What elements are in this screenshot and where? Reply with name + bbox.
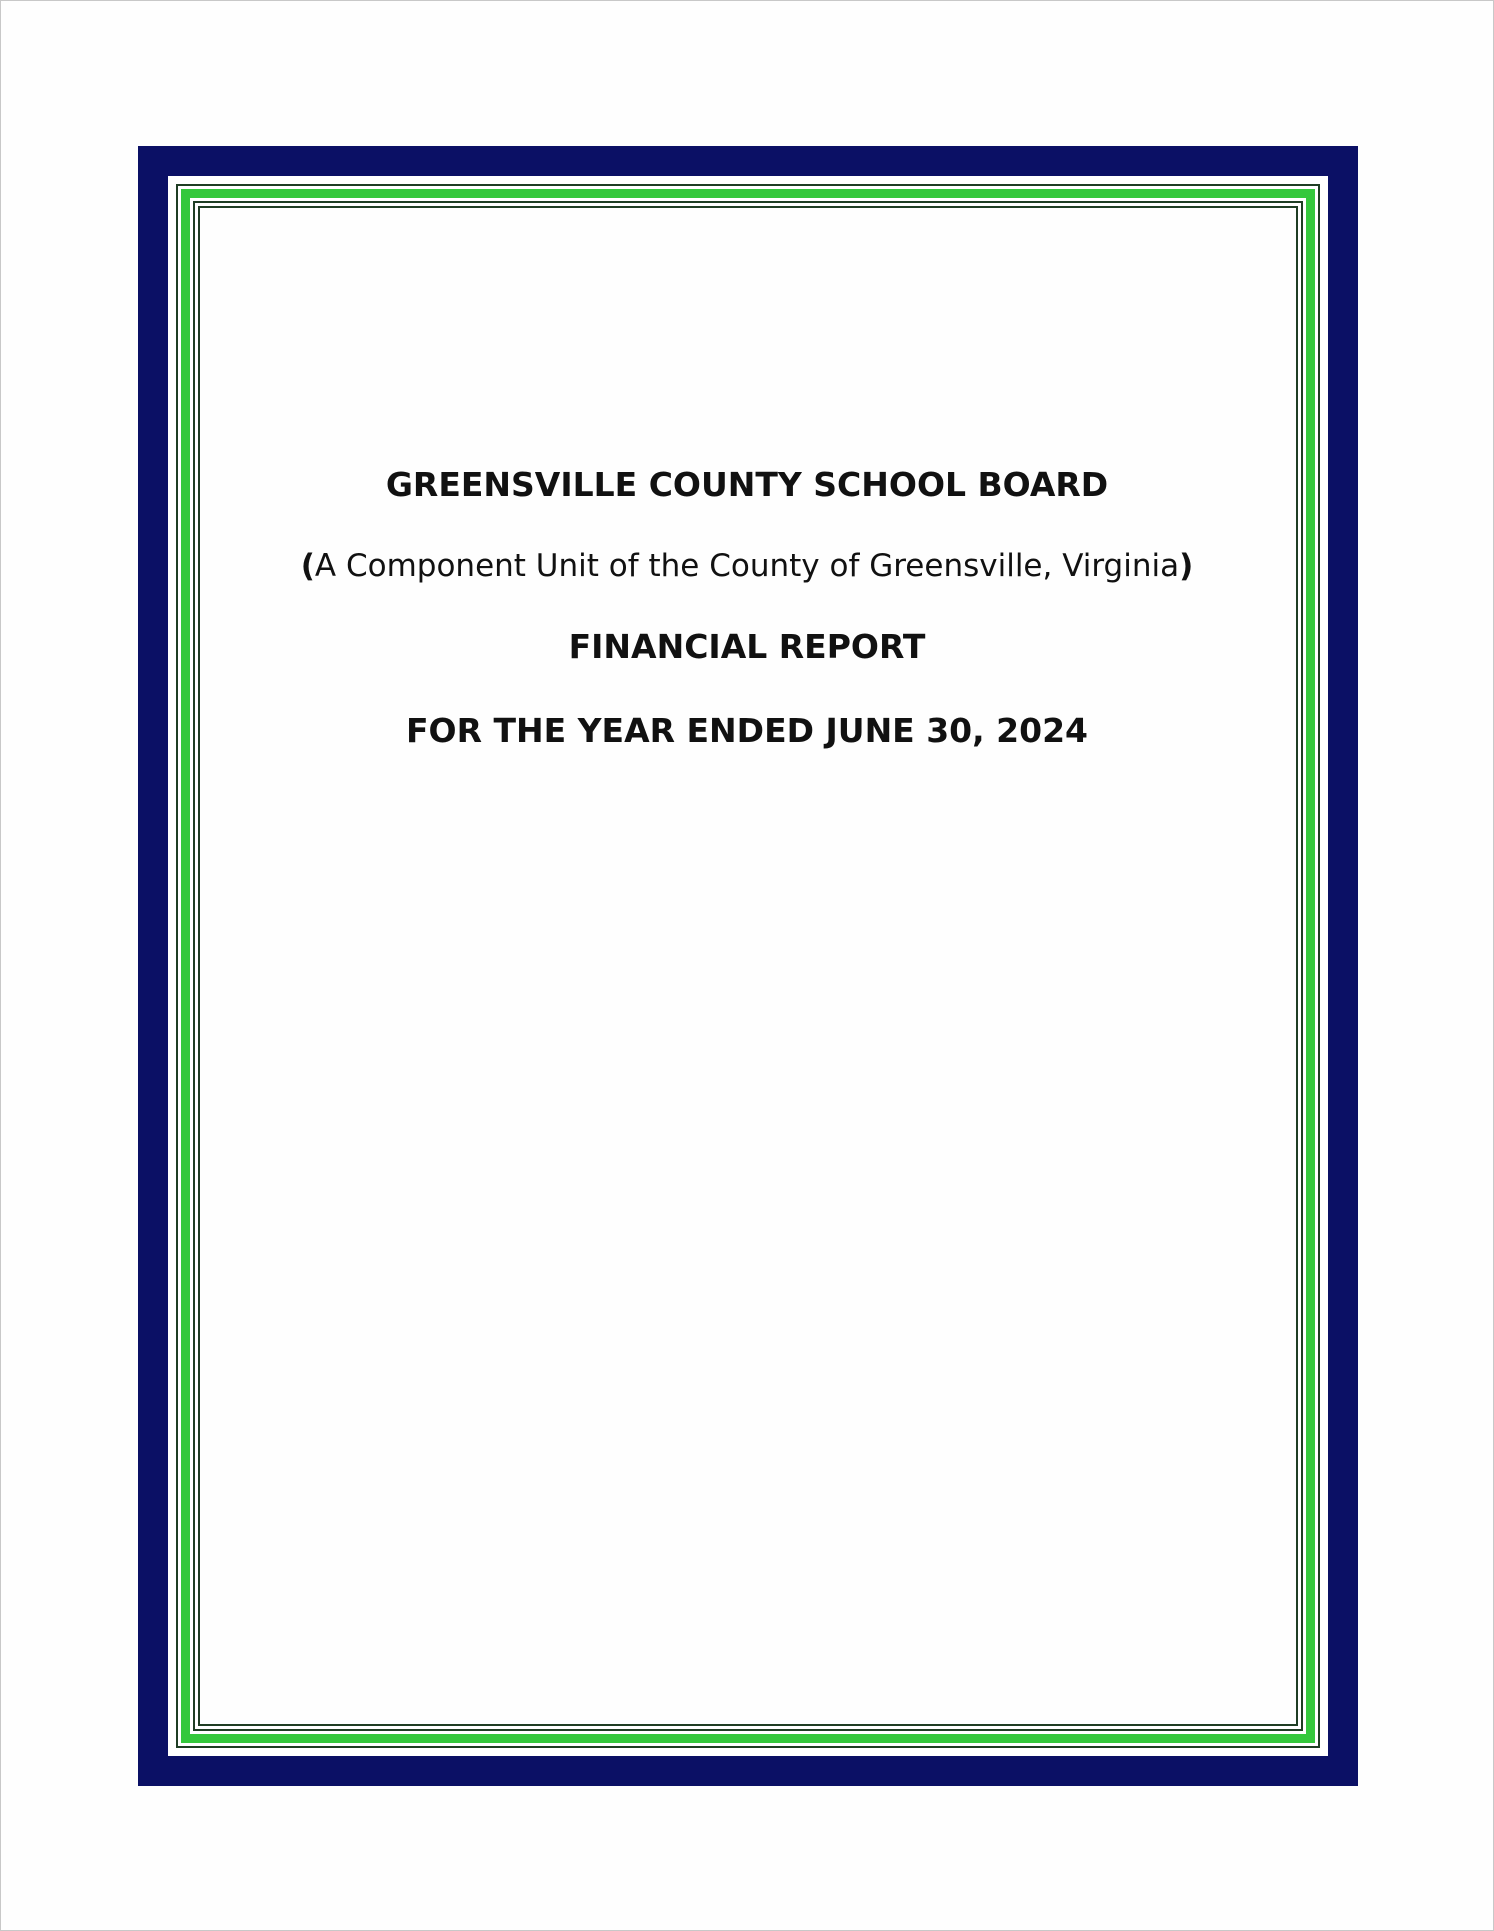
navy-border-frame bbox=[138, 146, 1358, 1786]
white-mat bbox=[168, 176, 1328, 1756]
inner-panel bbox=[198, 206, 1298, 1726]
cover-title: GREENSVILLE COUNTY SCHOOL BOARD bbox=[385, 465, 1109, 504]
report-name: FINANCIAL REPORT bbox=[568, 627, 926, 666]
subtitle-text: A Component Unit of the County of Greensville, Virginia bbox=[314, 548, 1180, 584]
cover-subtitle bbox=[1, 545, 1493, 587]
report-period: FOR THE YEAR ENDED JUNE 30, 2024 bbox=[405, 711, 1089, 750]
subtitle-open-paren: ( bbox=[300, 548, 315, 584]
cover-text-block bbox=[1, 463, 1493, 753]
subtitle-close-paren: ) bbox=[1179, 548, 1194, 584]
